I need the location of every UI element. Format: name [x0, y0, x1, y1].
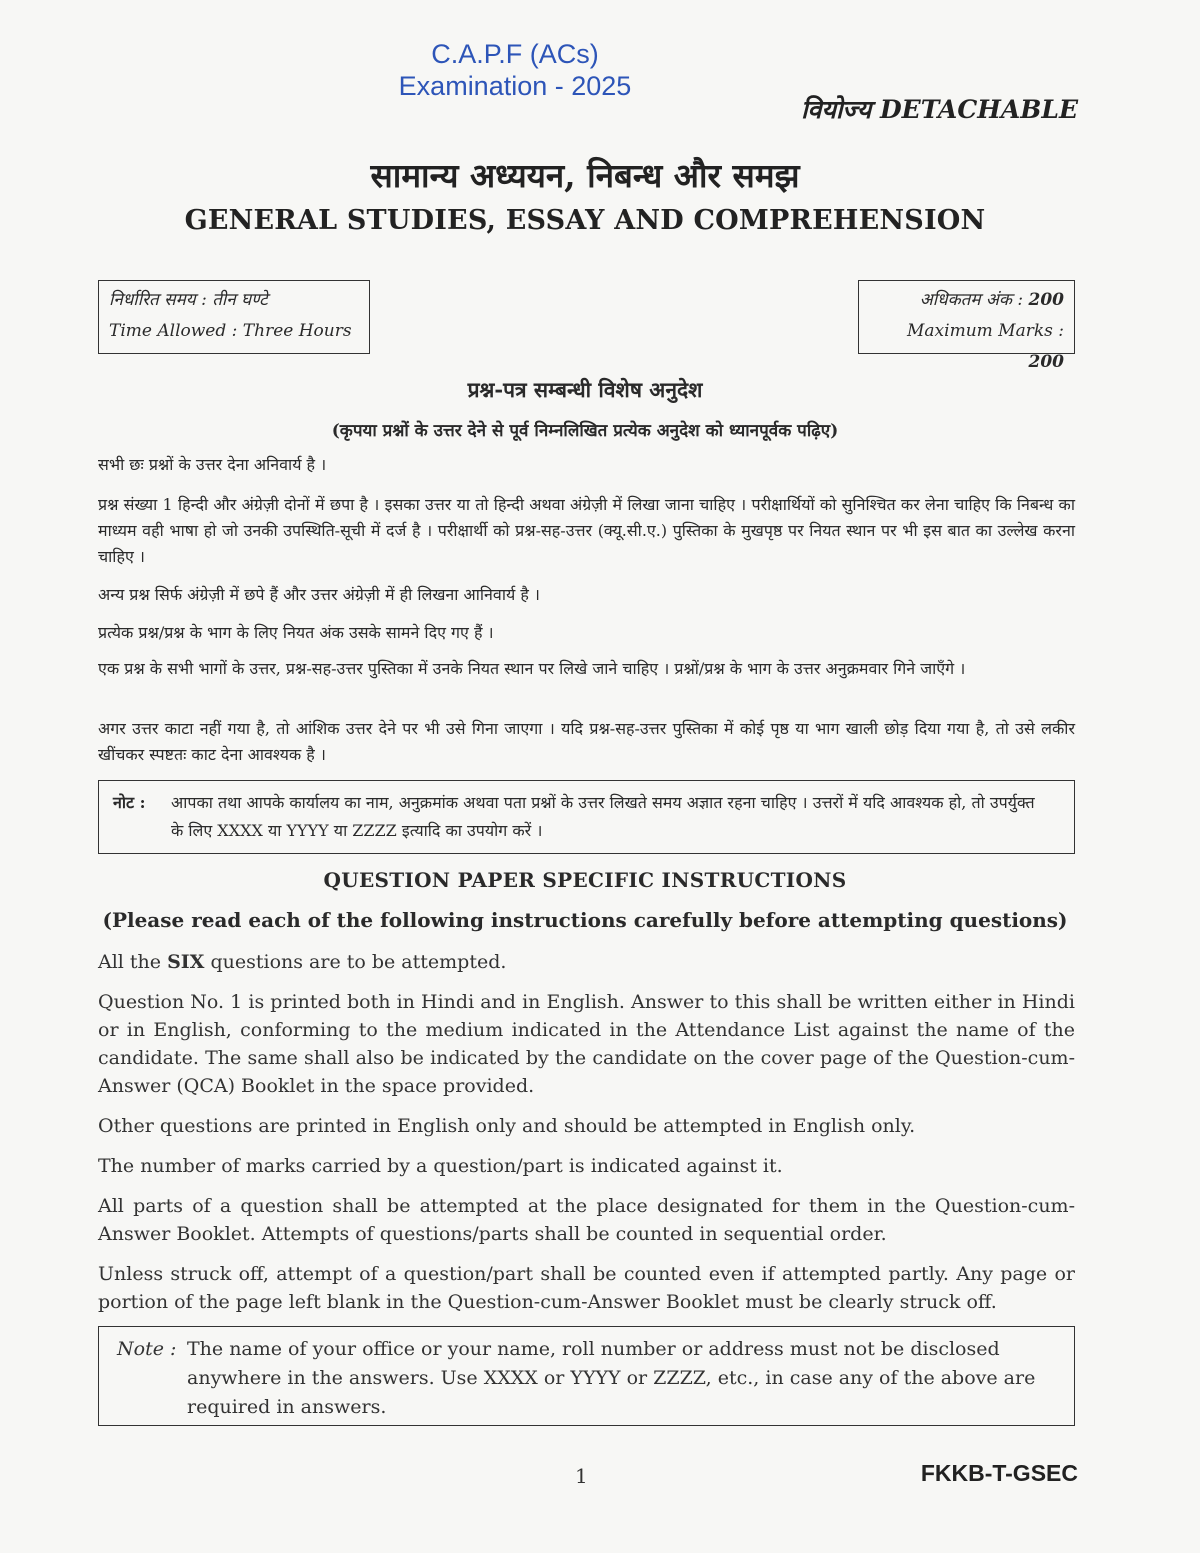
paper-code: FKKB-T-GSEC	[920, 1460, 1078, 1486]
time-allowed-hindi: निर्धारित समय : तीन घण्टे	[109, 290, 268, 310]
hindi-note-text: आपका तथा आपके कार्यालय का नाम, अनुक्रमांक अथवा पता प्रश्नों के उत्तर लिखते समय अज्ञात रहना चाहिए । उत्तरों में यदि आवश्यक हो, तो उपर्युक्त के लिए XXXX या YYYY या ZZZZ इत्यादि का उपयोग करें ।	[171, 793, 1035, 840]
hindi-instruction-5: एक प्रश्न के सभी भागों के उत्तर, प्रश्न-सह-उत्तर पुस्तिका में उनके नियत स्थान पर लिखे जाने चाहिए । प्रश्नों/प्रश्न के भाग के उत्तर अनुक्रमवार गिने जाएँगे ।	[98, 659, 966, 678]
english-instruction-1: All the SIX questions are to be attempted.	[98, 951, 507, 973]
english-instructions-subheading: (Please read each of the following instructions carefully before attempting questions)	[102, 908, 1068, 932]
english-instruction-5: All parts of a question shall be attempted at the place designated for them in the Question-cum-Answer Booklet. Attempts of questions/parts shall be counted in sequential order.	[98, 1195, 1075, 1245]
page-number: 1	[575, 1464, 588, 1488]
hindi-note-box	[98, 780, 1075, 854]
hindi-instructions-heading: प्रश्न-पत्र सम्बन्धी विशेष अनुदेश	[467, 377, 703, 402]
paper-title-english: GENERAL STUDIES, ESSAY AND COMPREHENSION	[184, 205, 986, 236]
detachable-english: DETACHABLE	[879, 95, 1078, 124]
english-note-text: The name of your office or your name, roll number or address must not be disclosed anywhere in the answers. Use XXXX or YYYY or ZZZZ, etc., in case any of the above are required in answers.	[187, 1338, 1036, 1418]
detachable-label	[801, 92, 1078, 126]
english-instruction-6: Unless struck off, attempt of a question/part shall be counted even if attempted partly. Any page or portion of the page left blank in the Question-cum-Answer Booklet must be clearly struck off.	[98, 1263, 1075, 1313]
english-note-box	[98, 1326, 1075, 1426]
hindi-instruction-2: प्रश्न संख्या 1 हिन्दी और अंग्रेज़ी दोनों में छपा है । इसका उत्तर या तो हिन्दी अथवा अंग्रेज़ी में लिखा जाना चाहिए । परीक्षार्थियों को सुनिश्चित कर लेना चाहिए कि निबन्ध का माध्यम वही भाषा हो जो उनकी उपस्थिति-सूची में दर्ज है । परीक्षार्थी को प्रश्न-सह-उत्तर (क्यू.सी.ए.) पुस्तिका के मुखपृष्ठ पर नियत स्थान पर भी इस बात का उल्लेख करना चाहिए ।	[98, 495, 1075, 566]
hindi-instruction-3: अन्य प्रश्न सिर्फ अंग्रेज़ी में छपे हैं और उत्तर अंग्रेज़ी में ही लिखना आनिवार्य है ।	[98, 585, 540, 604]
english-instruction-2: Question No. 1 is printed both in Hindi and in English. Answer to this shall be written either in Hindi or in English, conforming to the medium indicated in the Attendance List against the name of the candidate. The same shall also be indicated by the candidate on the cover page of the Question-cum-Answer (QCA) Booklet in the space provided.	[98, 991, 1075, 1097]
english-instruction-3: Other questions are printed in English only and should be attempted in English only.	[98, 1115, 916, 1137]
exam-header	[380, 38, 650, 102]
detachable-hindi: वियोज्य	[801, 95, 872, 124]
time-allowed-english: Time Allowed : Three Hours	[109, 321, 352, 341]
hindi-instruction-6: अगर उत्तर काटा नहीं गया है, तो आंशिक उत्तर देने पर भी उसे गिना जाएगा । यदि प्रश्न-सह-उत्तर पुस्तिका में कोई पृष्ठ या भाग खाली छोड़ दिया गया है, तो उसे लकीर खींचकर स्पष्टतः काट देना आवश्यक है ।	[98, 719, 1075, 764]
english-instructions-heading: QUESTION PAPER SPECIFIC INSTRUCTIONS	[323, 868, 847, 892]
maximum-marks-hindi: अधिकतम अंक : 200	[919, 290, 1064, 310]
hindi-note-label: नोट :	[113, 793, 146, 812]
maximum-marks-box	[858, 280, 1075, 372]
maximum-marks-english: Maximum Marks : 200	[907, 321, 1064, 372]
english-instruction-4: The number of marks carried by a question/part is indicated against it.	[98, 1155, 783, 1177]
exam-year: Examination - 2025	[398, 71, 632, 101]
english-note-label: Note :	[117, 1338, 177, 1360]
time-allowed-box	[98, 280, 370, 354]
hindi-instruction-1: सभी छः प्रश्नों के उत्तर देना अनिवार्य है ।	[98, 455, 327, 474]
hindi-instructions-subheading: (कृपया प्रश्नों के उत्तर देने से पूर्व निम्नलिखित प्रत्येक अनुदेश को ध्यानपूर्वक पढ़िए)	[331, 421, 839, 441]
exam-name: C.A.P.F (ACs)	[431, 39, 599, 69]
paper-title-hindi: सामान्य अध्ययन, निबन्ध और समझ	[370, 156, 800, 195]
hindi-instruction-4: प्रत्येक प्रश्न/प्रश्न के भाग के लिए नियत अंक उसके सामने दिए गए हैं ।	[98, 623, 494, 642]
